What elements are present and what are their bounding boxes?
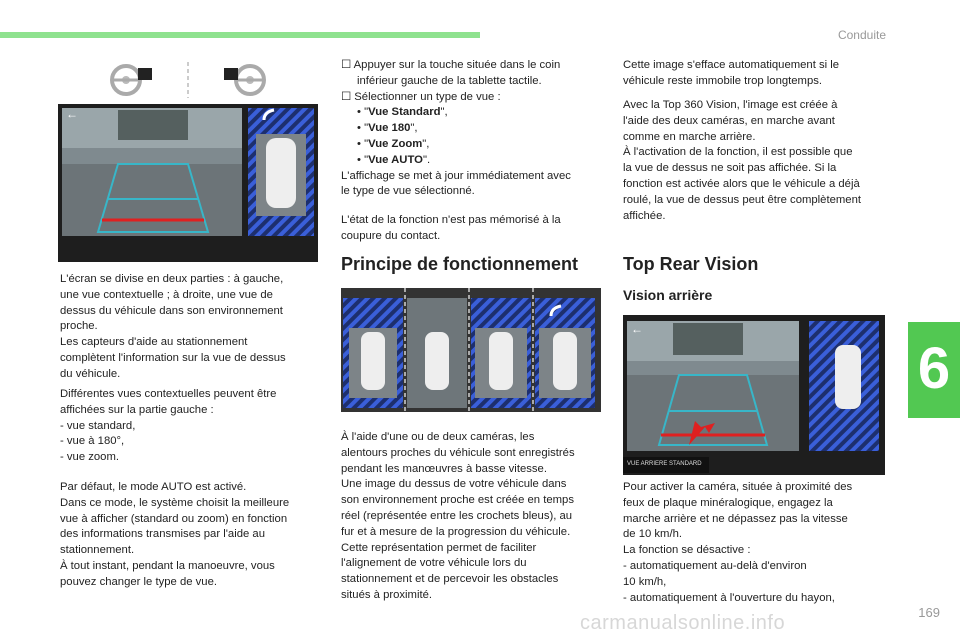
view-option: • "Vue Zoom",	[357, 137, 430, 150]
camera-screen-split-view	[58, 104, 318, 262]
screen-icon	[138, 68, 152, 80]
svg-text:←: ←	[631, 322, 643, 336]
col2-steps: ☐ Appuyer sur la touche située dans le coin inférieur gauche de la tablette tactile. ☐ Sélectionner un type de vue : • "Vue Standard", • "Vue 180", • "Vue Zoom", • "Vue AUTO". L'affichage se met à jour immédiatement avec le type de vue sélectionné.	[341, 58, 603, 200]
view-option: • "Vue 180",	[357, 122, 418, 135]
rear-camera-screen	[623, 315, 885, 475]
chapter-tab: 6	[908, 322, 960, 418]
page-number: 169	[918, 605, 940, 620]
col3-paragraph-top360: Avec la Top 360 Vision, l'image est créée à l'aide des deux caméras, en marche avant comme en marche arrière. À l'activation de la fonction, il est possible que la vue de dessus ne soit pas affichée. Si la fonction est activée alors que le véhicule a déjà roulé, la vue de dessus peut être complètement affichée.	[623, 99, 862, 222]
heading-principe: Principe de fonctionnement	[341, 254, 579, 274]
subheading-vision-arriere: Vision arrière	[623, 287, 713, 303]
col3-paragraph-activation: Pour activer la caméra, située à proximité des feux de plaque minéralogique, engagez la marche arrière et ne dépassez pas la vitesse de 10 km/h. La fonction se désactive : - automatiquement au-delà d'environ 10 km/h, - automatiquement à l'ouverture du hayon,	[623, 481, 853, 604]
steering-wheel-illustration	[108, 58, 268, 100]
heading-top-rear-vision: Top Rear Vision	[623, 254, 759, 274]
col1-paragraph-intro: L'écran se divise en deux parties : à gauche, une vue contextuelle ; à droite, une vue de dessus du véhicule dans son environnement proche. Les capteurs d'aide au stationnement complètent l'information sur la vue de dessus du véhicule.	[60, 273, 286, 380]
col3-paragraph-erase: Cette image s'efface automatiquement si le véhicule reste immobile trop longtemps.	[623, 59, 840, 87]
col1-paragraph-auto: Par défaut, le mode AUTO est activé. Dans ce mode, le système choisit la meilleure vue à afficher (standard ou zoom) en fonction des informations transmises par l'aide au stationnement. À tout instant, pendant la manoeuvre, vous pouvez changer le type de vue.	[60, 481, 290, 588]
screen-icon	[224, 68, 238, 80]
svg-text:←: ←	[66, 107, 78, 121]
steering-wheel-icon	[236, 66, 264, 94]
watermark: carmanualsonline.info	[580, 612, 786, 634]
col2-paragraph-principe: À l'aide d'une ou de deux caméras, les alentours proches du véhicule sont enregistrés pendant les manœuvres à basse vitesse. Une image du dessus de votre véhicule dans son environnement proche est créée en temps réel (représentée entre les crochets bleus), au fur et à mesure de la progression du véhicule. Cette représentation permet de faciliter l'alignement de votre véhicule lors du stationnement et de percevoir les obstacles situés à proximité.	[341, 431, 575, 601]
top-view-sequence-image	[341, 288, 601, 412]
col2-paragraph-memo: L'état de la fonction n'est pas mémorisé à la coupure du contact.	[341, 214, 561, 242]
section-label: Conduite	[837, 28, 886, 42]
steering-wheel-icon	[112, 66, 140, 94]
screen-view-label: VUE ARRIERE STANDARD	[627, 461, 702, 467]
view-option: • "Vue Standard",	[357, 106, 448, 119]
top-progress-bar	[0, 32, 480, 38]
view-option: • "Vue AUTO".	[357, 153, 431, 166]
col1-paragraph-views: Différentes vues contextuelles peuvent être affichées sur la partie gauche : - vue standard, - vue à 180°, - vue zoom.	[60, 388, 277, 464]
